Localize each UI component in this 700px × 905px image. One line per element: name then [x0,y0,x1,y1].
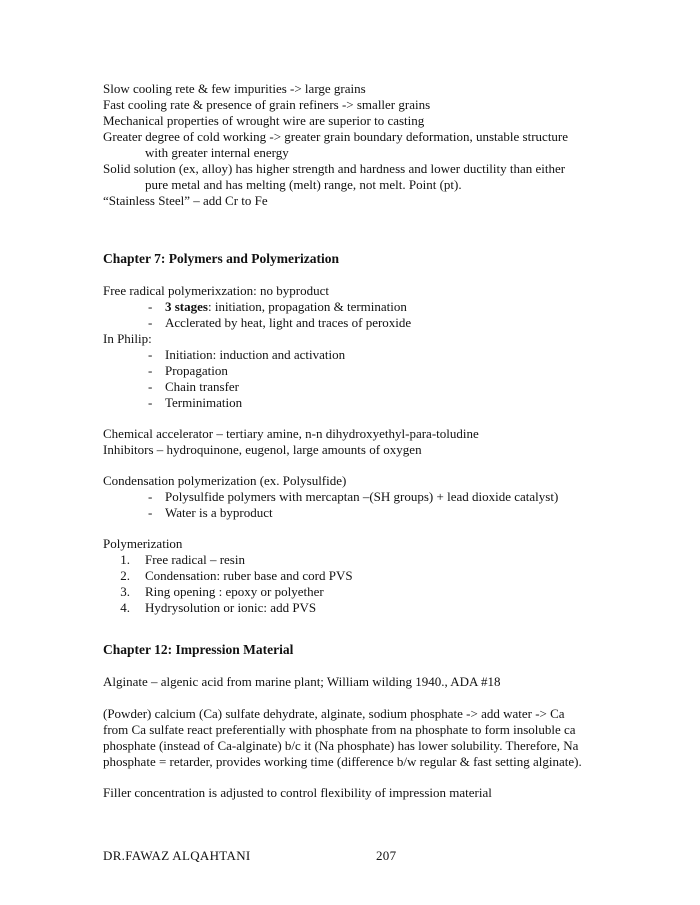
poly-list-item: Hydrysolution or ionic: add PVS [145,600,317,615]
intro-line-1: Slow cooling rete & few impurities -> large grains [103,81,366,96]
philip-label: In Philip: [103,331,152,346]
philip-item: Terminimation [165,395,243,410]
dash-3: - [148,347,153,362]
list-number: 2. [120,568,130,583]
list-number: 4. [120,600,130,615]
philip-item: Propagation [165,363,228,378]
condensation-item: Water is a byproduct [165,505,273,520]
condensation-line: Condensation polymerization (ex. Polysulfide) [103,473,347,488]
dash-8: - [148,505,153,520]
powder-line-3: phosphate (instead of Ca-alginate) b/c it (Na phosphate) has lower solubility. Therefore, Na [103,738,579,753]
poly-list-item: Condensation: ruber base and cord PVS [145,568,353,583]
chapter-12-heading: Chapter 12: Impression Material [103,642,294,657]
accelerated-line: Acclerated by heat, light and traces of peroxide [165,315,412,330]
powder-line-4: phosphate = retarder, provides working time (difference b/w regular & fast setting alginate). [103,754,582,769]
polymerization-label: Polymerization [103,536,183,551]
list-number: 3. [120,584,130,599]
intro-line-3: Mechanical properties of wrought wire are superior to casting [103,113,425,128]
stages-line [165,299,407,315]
accelerator-line: Chemical accelerator – tertiary amine, n-n dihydroxyethyl-para-toludine [103,426,479,441]
intro-line-6: Solid solution (ex, alloy) has higher strength and hardness and lower ductility than either [103,161,566,176]
dash-5: - [148,379,153,394]
dash-1: - [148,299,153,314]
philip-item: Chain transfer [165,379,240,394]
intro-line-2: Fast cooling rate & presence of grain refiners -> smaller grains [103,97,431,112]
intro-line-4: Greater degree of cold working -> greater grain boundary deformation, unstable structure [103,129,569,144]
intro-line-8: “Stainless Steel” – add Cr to Fe [103,193,268,208]
free-radical-line: Free radical polymerixzation: no byproduct [103,283,329,298]
dash-7: - [148,489,153,504]
footer-page-number: 207 [376,848,397,863]
poly-list-item: Free radical – resin [145,552,245,567]
footer-author: DR.FAWAZ ALQAHTANI [103,848,251,863]
stages-rest: : initiation, propagation & termination [207,299,407,314]
poly-list-item: Ring opening : epoxy or polyether [145,584,324,599]
condensation-item: Polysulfide polymers with mercaptan –(SH groups) + lead dioxide catalyst) [165,489,559,504]
alginate-line: Alginate – algenic acid from marine plant; William wilding 1940., ADA #18 [103,674,501,689]
dash-6: - [148,395,153,410]
dash-4: - [148,363,153,378]
intro-line-5: with greater internal energy [145,145,289,160]
inhibitors-line: Inhibitors – hydroquinone, eugenol, large amounts of oxygen [103,442,422,457]
chapter-7-heading: Chapter 7: Polymers and Polymerization [103,251,339,266]
philip-item: Initiation: induction and activation [165,347,346,362]
filler-line: Filler concentration is adjusted to control flexibility of impression material [103,785,492,800]
dash-2: - [148,315,153,330]
list-number: 1. [120,552,130,567]
intro-line-7: pure metal and has melting (melt) range, not melt. Point (pt). [145,177,462,192]
powder-line-1: (Powder) calcium (Ca) sulfate dehydrate, alginate, sodium phosphate -> add water -> Ca [103,706,565,721]
powder-line-2: from Ca sulfate react preferentially with phosphate from na phosphate to form insoluble ca [103,722,576,737]
stages-bold: 3 stages [165,299,208,314]
